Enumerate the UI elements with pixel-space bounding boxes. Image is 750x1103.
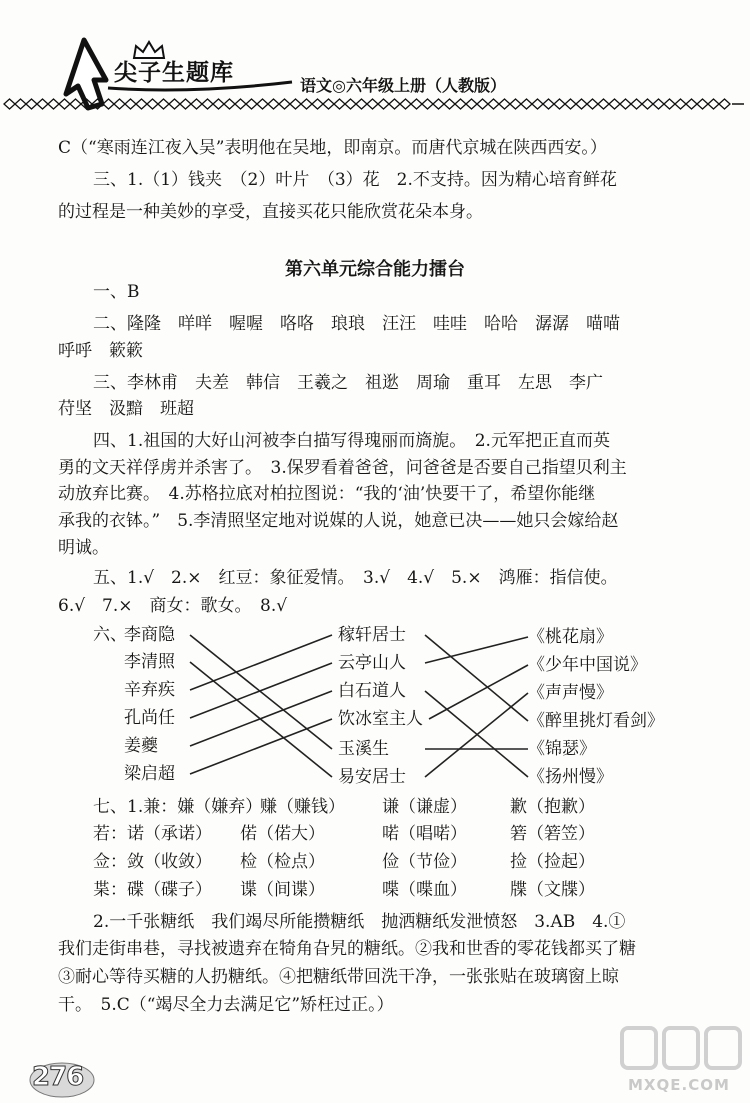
match-line-name-to-work (429, 665, 528, 719)
char-form-cell: 捡（捡起） (510, 852, 595, 872)
char-form-cell: 偌（偌大） (240, 824, 325, 844)
matching-pen-name: 饮冰室主人 (338, 709, 423, 729)
match-line-author-to-name (190, 691, 332, 746)
matching-work: 《醉里挑灯看剑》 (528, 711, 664, 731)
match-line-name-to-work (425, 635, 528, 721)
char-form-cell: 枼：碟（碟子） (93, 880, 212, 900)
char-form-cell: 牒（文牒） (510, 880, 595, 900)
char-form-cell: 谍（间谍） (240, 880, 325, 900)
char-form-cell: 佥：敛（收敛） (93, 852, 212, 872)
part-five: 6.√ 7.× 商女：歌女。 8.√ (58, 596, 288, 616)
part-five: 五、1.√ 2.× 红豆：象征爱情。 3.√ 4.√ 5.× 鸿雁：指信使。 (93, 568, 618, 588)
matching-pen-name: 易安居士 (338, 767, 406, 787)
matching-work: 《扬州慢》 (528, 767, 613, 787)
watermark-text: MXQE.COM (628, 1076, 730, 1094)
matching-pen-name: 白石道人 (338, 681, 406, 701)
part-two: 呼呼 簌簌 (58, 341, 143, 361)
part-seven-line: 2.一千张糖纸 我们竭尽所能攒糖纸 抛洒糖纸发泄愤怒 3.AB 4.① (93, 912, 626, 932)
part-one: 一、B (93, 282, 140, 302)
char-form-cell: 箬（箬笠） (510, 824, 595, 844)
part-three: 苻坚 汲黯 班超 (58, 399, 194, 419)
part-four: 动放弃比赛。 4.苏格拉底对柏拉图说：“我的‘油’快要干了，希望你能继 (58, 484, 596, 504)
matching-author: 梁启超 (124, 764, 175, 784)
part-seven-line: 干。 5.C（“竭尽全力去满足它”矫枉过正。） (58, 995, 394, 1015)
match-line-author-to-name (190, 635, 332, 690)
part-seven-line: ③耐心等待买糖的人扔糖纸。④把糖纸带回洗干净，一张张贴在玻璃窗上晾 (58, 967, 619, 987)
matching-author: 李清照 (124, 652, 175, 672)
matching-pen-name: 玉溪生 (338, 739, 389, 759)
part-seven-line: 我们走街串巷，寻找被遗弃在犄角旮旯的糖纸。②我和世香的零花钱都买了糖 (58, 939, 636, 959)
char-form-cell: 俭（节俭） (382, 852, 467, 872)
answer-line: 三、1.（1）钱夹 （2）叶片 （3）花 2.不支持。因为精心培育鲜花 (93, 170, 617, 190)
book-subtitle: 语文◎六年级上册（人教版） (300, 76, 506, 95)
match-line-author-to-name (190, 635, 332, 749)
matching-work: 《声声慢》 (528, 683, 613, 703)
char-form-cell: 若：诺（承诺） (93, 824, 212, 844)
matching-pen-name: 云亭山人 (338, 653, 406, 673)
char-form-cell: 七、1.兼：嫌（嫌弃） (93, 797, 263, 817)
page-number: 276 (32, 1062, 84, 1092)
match-line-author-to-name (190, 719, 332, 774)
matching-author: 李商隐 (124, 625, 175, 645)
section-title: 第六单元综合能力擂台 (285, 259, 465, 280)
char-form-cell: 歉（抱歉） (510, 797, 595, 817)
part-four: 勇的文天祥俘虏并杀害了。 3.保罗看着爸爸，问爸爸是否要自己指望贝利主 (58, 458, 627, 478)
brand-title: 尖子生题库 (114, 60, 234, 86)
matching-pen-name: 稼轩居士 (338, 625, 406, 645)
match-line-name-to-work (425, 637, 528, 663)
matching-author: 孔尚任 (124, 708, 175, 728)
matching-author: 辛弃疾 (124, 680, 175, 700)
char-form-cell: 检（检点） (240, 852, 325, 872)
part-four: 承我的衣钵。” 5.李清照坚定地对说媒的人说，她意已决——她只会嫁给赵 (58, 511, 619, 531)
match-line-author-to-name (190, 662, 332, 777)
char-form-cell: 喋（喋血） (382, 880, 467, 900)
char-form-cell: 谦（谦虚） (382, 797, 467, 817)
answer-line: C（“寒雨连江夜入吴”表明他在吴地，即南京。而唐代京城在陕西西安。） (58, 138, 607, 158)
answer-line: 的过程是一种美妙的享受，直接买花只能欣赏花朵本身。 (58, 202, 483, 222)
char-form-cell: 赚（赚钱） (260, 797, 345, 817)
part-four: 明诚。 (58, 538, 109, 558)
matching-author: 姜夔 (124, 736, 158, 756)
matching-work: 《锦瑟》 (528, 739, 596, 759)
part-six-prefix: 六、 (93, 625, 127, 645)
matching-work: 《少年中国说》 (528, 655, 647, 675)
match-line-author-to-name (190, 663, 332, 718)
part-four: 四、1.祖国的大好山河被李白描写得瑰丽而旖旎。 2.元军把正直而英 (93, 431, 610, 451)
part-two: 二、隆隆 咩咩 喔喔 咯咯 琅琅 汪汪 哇哇 哈哈 潺潺 喵喵 (93, 314, 620, 334)
matching-work: 《桃花扇》 (528, 627, 613, 647)
char-form-cell: 喏（唱喏） (382, 824, 467, 844)
part-three: 三、李林甫 夫差 韩信 王羲之 祖逖 周瑜 重耳 左思 李广 (93, 373, 603, 393)
